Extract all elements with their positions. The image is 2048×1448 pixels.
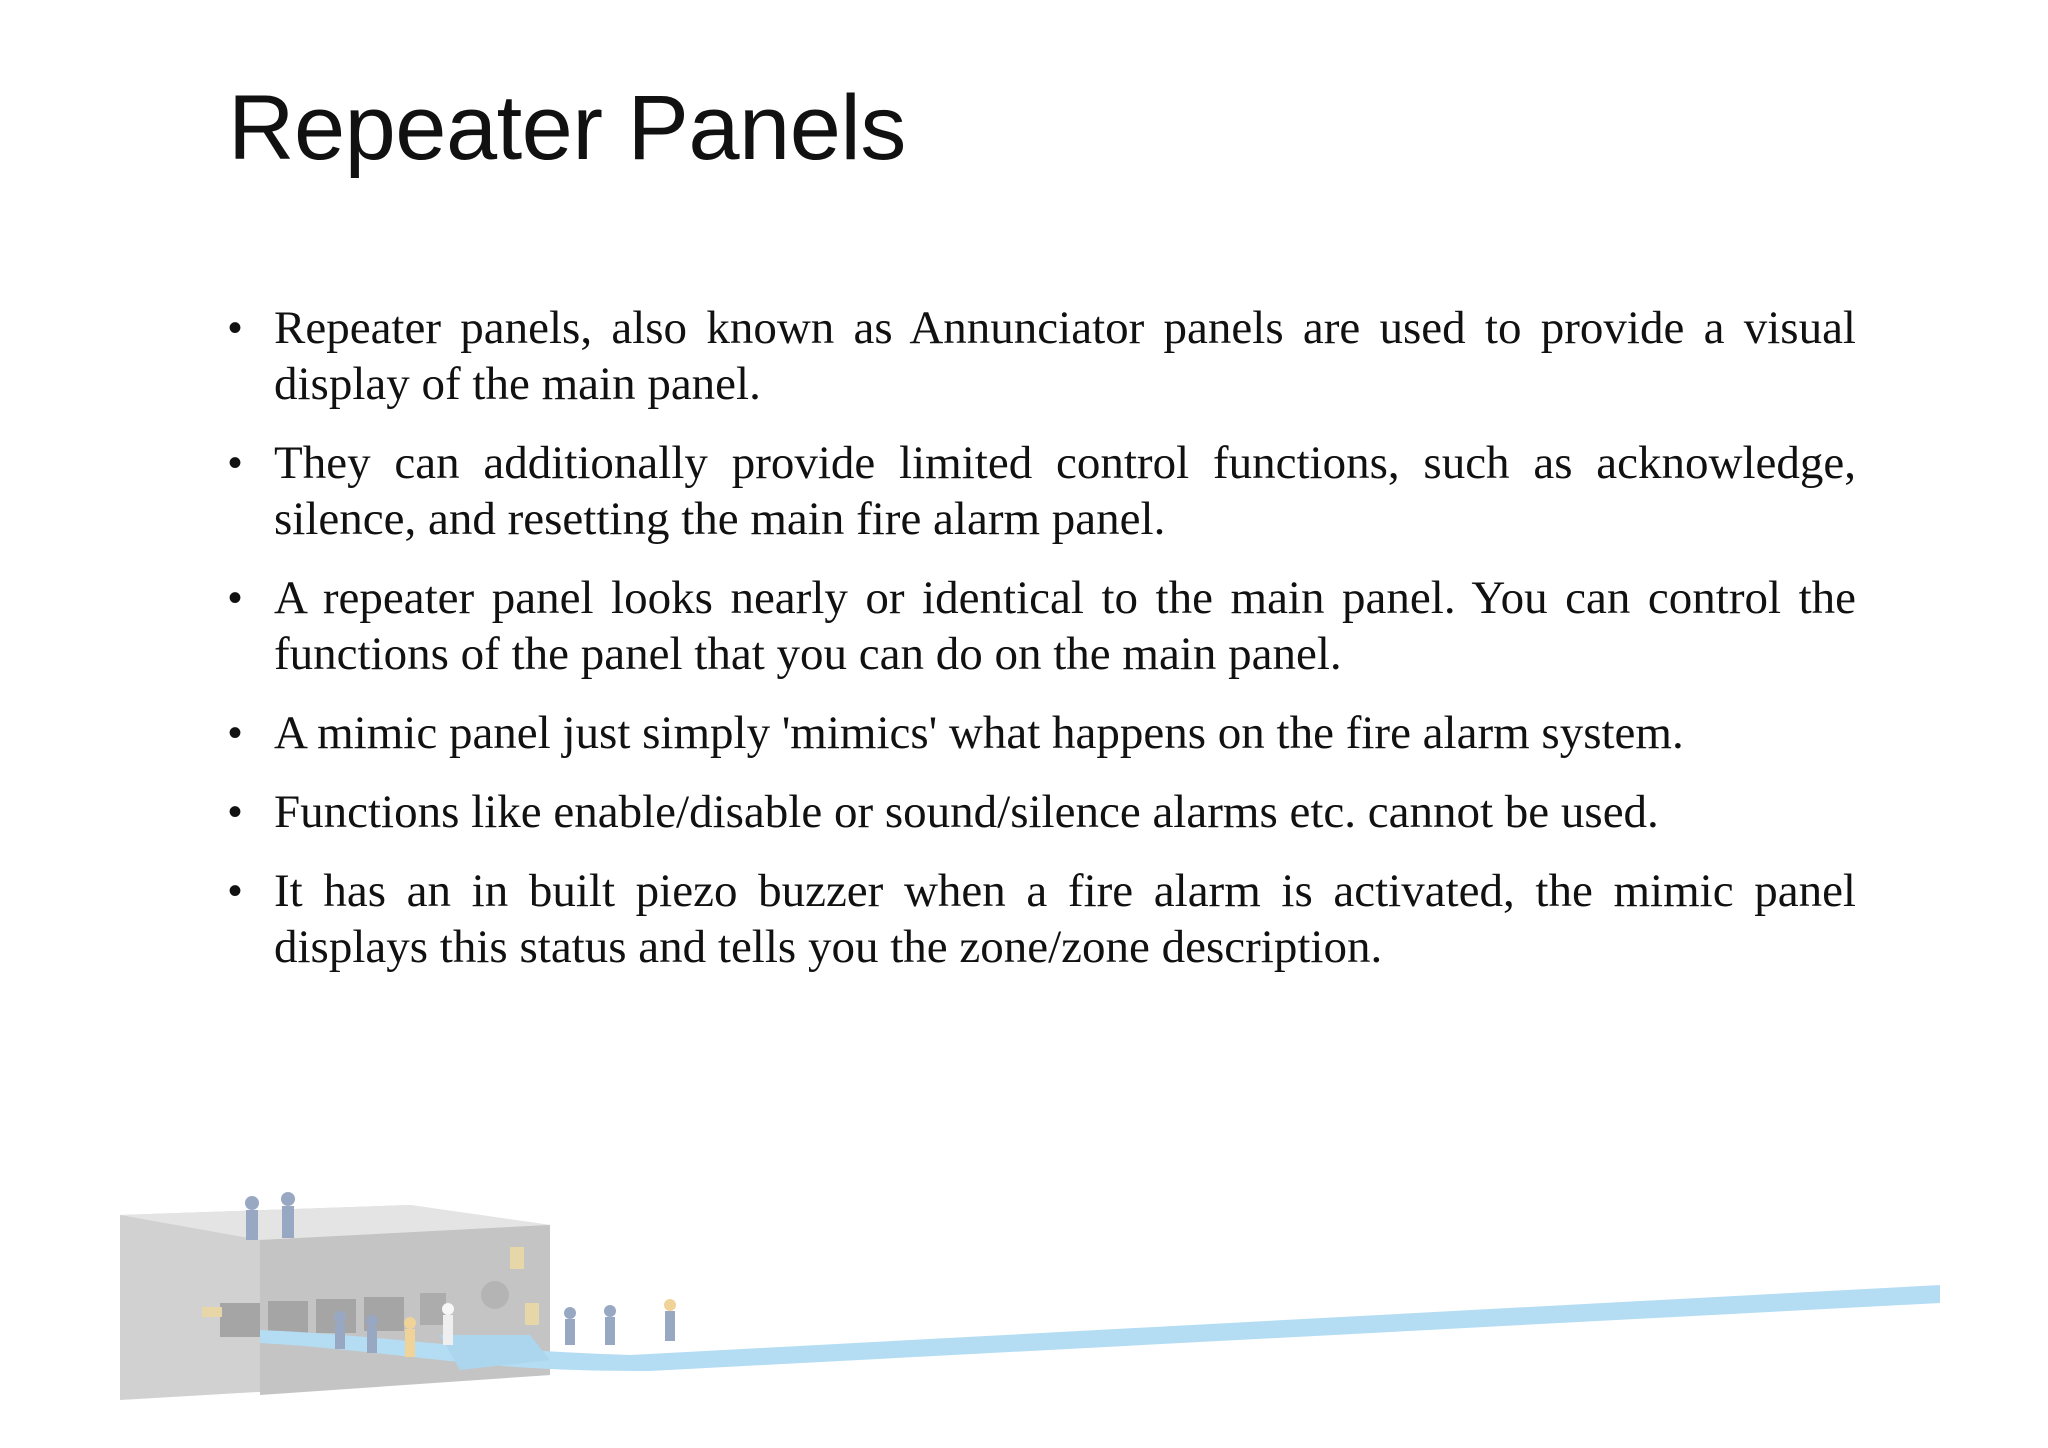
network-router-with-workers-image bbox=[110, 1185, 1950, 1425]
bullet-text: A repeater panel looks nearly or identical to the main panel. You can control the functions of the panel that you can do on the main panel. bbox=[274, 572, 1856, 680]
bullet-dot-icon: • bbox=[228, 576, 243, 620]
slide-title: Repeater Panels bbox=[228, 77, 906, 179]
bullet-dot-icon: • bbox=[228, 790, 243, 834]
bullet-text: Repeater panels, also known as Annunciator panels are used to provide a visual display of the main panel. bbox=[274, 302, 1856, 410]
bullet-item bbox=[228, 784, 1856, 840]
bullet-item bbox=[228, 300, 1856, 412]
bullet-text: A mimic panel just simply 'mimics' what happens on the fire alarm system. bbox=[274, 707, 1684, 759]
bullet-dot-icon: • bbox=[228, 869, 243, 913]
router-icon bbox=[120, 1205, 550, 1400]
bullet-item bbox=[228, 863, 1856, 975]
bullet-text: It has an in built piezo buzzer when a fire alarm is activated, the mimic panel displays this status and tells you the zone/zone description. bbox=[274, 865, 1856, 973]
bullet-dot-icon: • bbox=[228, 441, 243, 485]
bullet-text: They can additionally provide limited control functions, such as acknowledge, silence, and resetting the main fire alarm panel. bbox=[274, 437, 1856, 545]
bullet-item bbox=[228, 435, 1856, 547]
bullet-text: Functions like enable/disable or sound/silence alarms etc. cannot be used. bbox=[274, 786, 1659, 838]
bullet-dot-icon: • bbox=[228, 711, 243, 755]
bullet-item bbox=[228, 705, 1856, 761]
bullet-list bbox=[228, 300, 1856, 998]
bullet-dot-icon: • bbox=[228, 306, 243, 350]
bullet-item bbox=[228, 570, 1856, 682]
